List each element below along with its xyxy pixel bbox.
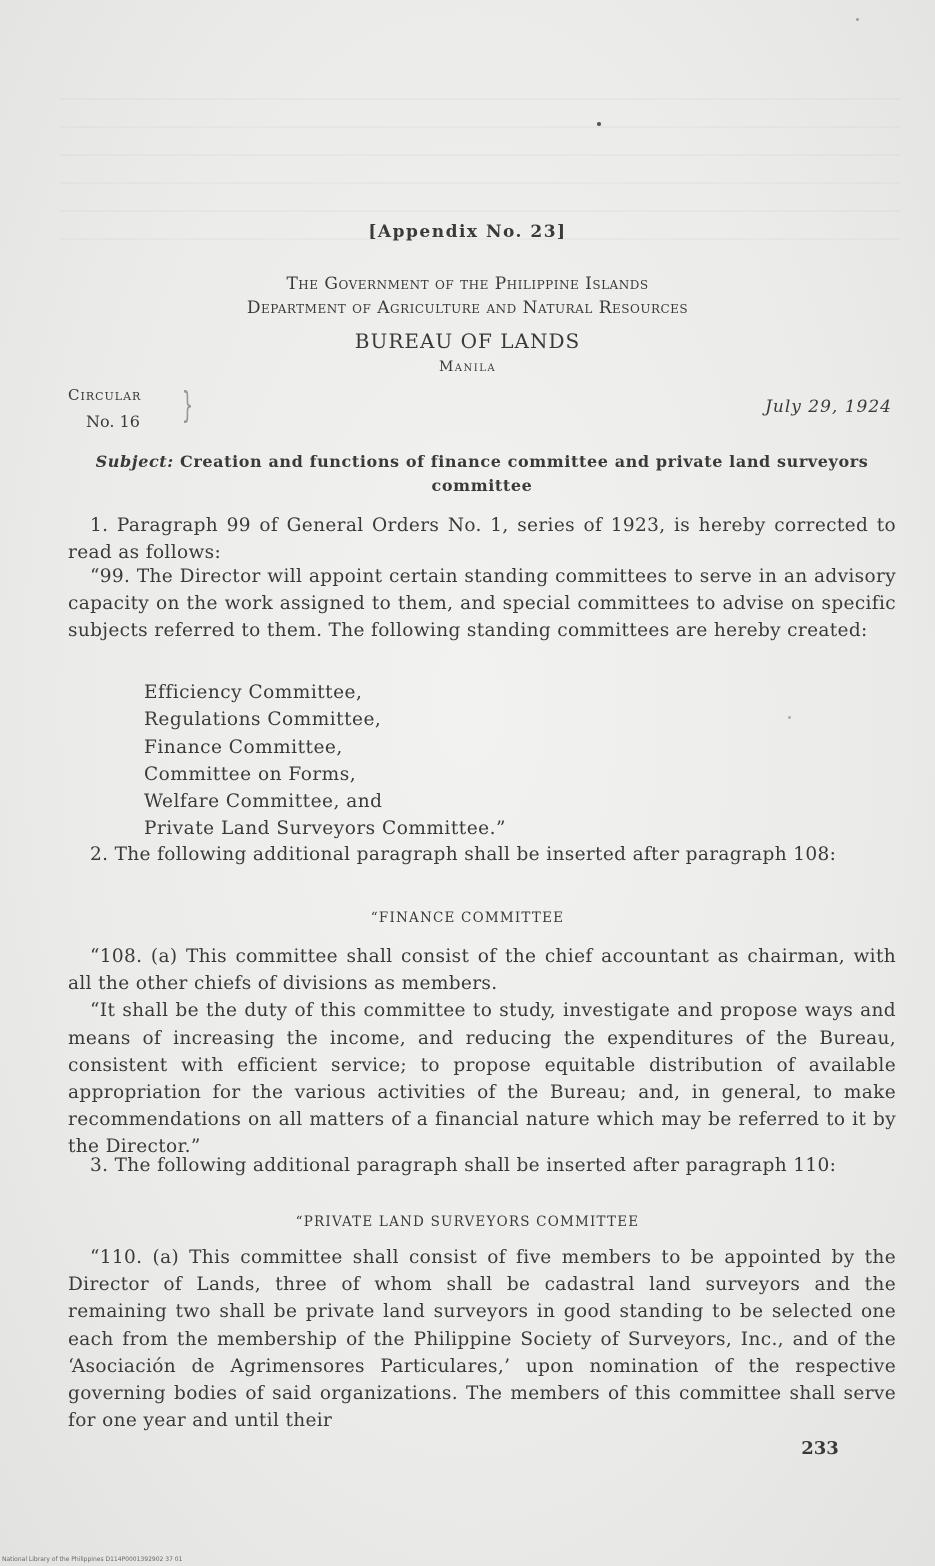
paragraph-2 bbox=[68, 841, 896, 868]
speck bbox=[856, 18, 859, 21]
finance-committee-heading: “FINANCE COMMITTEE bbox=[370, 910, 565, 926]
paragraph-text: 1. Paragraph 99 of General Orders No. 1, series of 1923, is hereby corrected to read as follows: bbox=[68, 515, 896, 564]
speck bbox=[597, 122, 601, 126]
circular-number: No. 16 bbox=[86, 412, 140, 431]
paragraph-text: 2. The following additional paragraph shall be inserted after paragraph 108: bbox=[90, 844, 837, 865]
subject-line bbox=[68, 450, 896, 498]
department-heading: Department of Agriculture and Natural Resources bbox=[246, 298, 689, 318]
list-item: Finance Committee, bbox=[144, 736, 343, 758]
surveyors-committee-heading: “PRIVATE LAND SURVEYORS COMMITTEE bbox=[295, 1214, 640, 1230]
subject-label: Subject: bbox=[95, 452, 174, 471]
circular-label: Circular bbox=[68, 386, 142, 404]
paragraph-text: “108. (a) This committee shall consist of the chief accountant as chairman, with all the other chiefs of divisions as members. bbox=[68, 946, 896, 995]
paragraph-text: “It shall be the duty of this committee to study, investigate and propose ways and means of increasing the income, and reducing the expenditures of the Bureau, consistent with efficient service; to propose equitable distribution of available appropriation for the various activities of the Bureau; and, in general, to make recommendations on all matters of a financial nature which may be referred to it by the Director.” bbox=[68, 1000, 896, 1158]
bureau-heading: BUREAU OF LANDS bbox=[354, 329, 581, 353]
paragraph-text: 3. The following additional paragraph shall be inserted after paragraph 110: bbox=[90, 1155, 837, 1176]
paragraph-3 bbox=[68, 1152, 896, 1179]
list-item: Committee on Forms, bbox=[144, 763, 357, 785]
paragraph-text: “99. The Director will appoint certain standing committees to serve in an advisory capacity on the work assigned to them, and special committees to advise on specific subjects referred to them. The following standing committees are hereby created: bbox=[68, 566, 896, 642]
government-heading: The Government of the Philippine Islands bbox=[286, 274, 649, 294]
list-item: Efficiency Committee, bbox=[144, 682, 363, 703]
subject-text: Creation and functions of finance committee and private land surveyors committee bbox=[179, 452, 869, 495]
paragraph-99 bbox=[68, 563, 896, 645]
committee-list bbox=[144, 679, 506, 843]
scan-footer: National Library of the Philippines D114P0001392902 37 01 bbox=[2, 1556, 183, 1563]
list-item: Welfare Committee, and bbox=[144, 791, 383, 813]
speck bbox=[788, 716, 791, 719]
paragraph-110 bbox=[68, 1244, 896, 1434]
circular-date: July 29, 1924 bbox=[765, 397, 892, 417]
paragraph-text: “110. (a) This committee shall consist of five members to be appointed by the Director of Lands, three of whom shall be cadastral land surveyors and the remaining two shall be private land surveyors in good standing to be selected one each from the membership of the Philippine Society of Surveyors, Inc., and of the ‘Asociación de Agrimensores Particulares,’ upon nomination of the respective governing bodies of said organizations. The members of this committee shall serve for one year and until their bbox=[68, 1247, 896, 1432]
appendix-label: [Appendix No. 23] bbox=[368, 222, 567, 242]
list-item: Regulations Committee, bbox=[144, 709, 382, 731]
page-number: 233 bbox=[801, 1438, 839, 1459]
list-item: Private Land Surveyors Committee.” bbox=[144, 818, 506, 840]
paragraph-1 bbox=[68, 512, 896, 566]
brace: } bbox=[181, 385, 194, 426]
city-heading: Manila bbox=[438, 359, 497, 375]
paragraph-108 bbox=[68, 943, 896, 1161]
